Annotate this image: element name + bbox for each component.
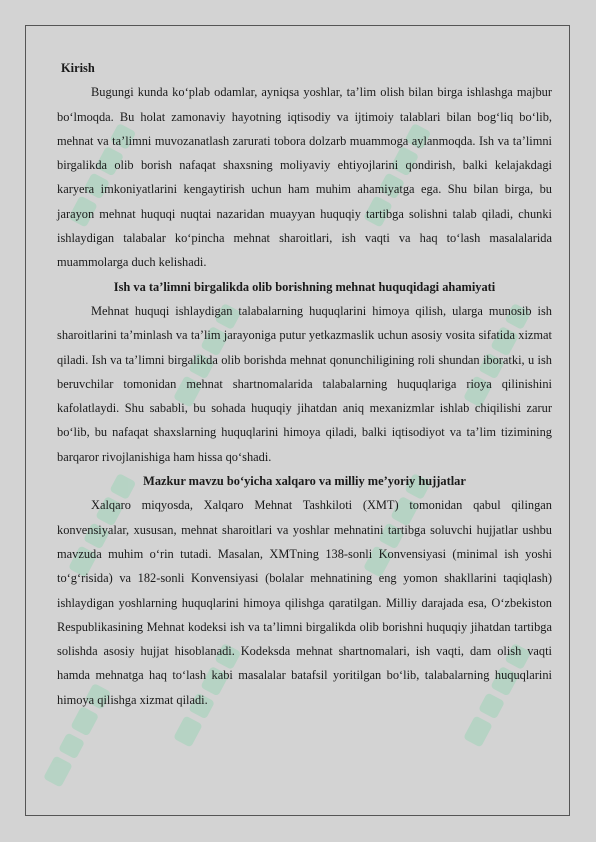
intro-heading: Kirish [61,61,95,75]
importance-paragraph: Mehnat huquqi ishlaydigan talabalarning huquqlarini himoya qilish, ularga munosib ish sharoitlarini ta’minlash va ta’lim jarayoniga putur yetkazmaslik uchun asosiy vosita sifatida xizmat qiladi. Ish va ta’limni birgalikda olib borishda mehnat qonunchiligining roli shundan iboratki, u ish beruvchilar tomonidan mehnat shartnomalarida talabalarning huquqlariga rioya qilinishini kafolatlaydi. Shu sababli, bu sohada huquqiy jihatdan aniq mexanizmlar ishlab chiqilishi zarur bo‘lib, bu nafaqat shaxslarning huquqlarini himoya qiladi, balki iqtisodiyot va ta’lim tizimining barqaror rivojlanishiga ham hissa qo‘shadi. [57,303,552,464]
section-heading-importance: Ish va ta’limni birgalikda olib borishning mehnat huquqidagi ahamiyati [113,279,496,294]
regulations-paragraph: Xalqaro miqyosda, Xalqaro Mehnat Tashkiloti (XMT) tomonidan qabul qilingan konvensiyalar, xususan, mehnat sharoitlari va yoshlar mehnatini tartibga soluvchi hujjatlar ushbu mavzuda muhim o‘rin tutadi. Masalan, XMTning 138-sonli Konvensiyasi (minimal ish yoshi to‘g‘risida) va 182-sonli Konvensiyasi (bolalar mehnatining eng yomon shakllarini taqiqlash) ishlaydigan yoshlarning huquqlarini himoya qilishga qaratilgan. Milliy darajada esa, O‘zbekiston Respublikasining Mehnat kodeksi ish va ta’limni birgalikda olib borishni huquqiy jihatdan tartibga solishda asosiy hujjat hisoblanadi. Kodeksda mehnat shartnomalari, ish vaqti, dam olish vaqti hamda mehnatga haq to‘lash kabi masalalar batafsil yoritilgan bo‘lib, talabalarning huquqlarini himoya qilishga xizmat qiladi. [57,498,552,707]
document-body [57,56,552,712]
section-heading-regulations: Mazkur mavzu bo‘yicha xalqaro va milliy me’yoriy hujjatlar [143,474,466,489]
intro-paragraph: Bugungi kunda ko‘plab odamlar, ayniqsa yoshlar, ta’lim olish bilan birga ishlashga majbur bo‘lmoqda. Bu holat zamonaviy hayotning iqtisodiy va ijtimoiy talablari bilan bog‘liq bo‘lib, mehnat va ta’limni muvozanatlash zarurati tobora dolzarb muammoga aylanmoqda. Ish va ta’limni birgalikda olib borish nafaqat shaxsning moliyaviy ehtiyojlarini qondirish, balki kelajakdagi karyera imkoniyatlarini kengaytirish uchun ham muhim ahamiyatga ega. Shu bilan birga, bu jarayon mehnat huquqi nuqtai nazaridan muayyan huquqiy tartibga solishni talab qiladi, chunki ishlaydigan talabalar ko‘pincha mehnat sharoitlari, ish vaqti va haq to‘lash masalalarida muammolarga duch kelishadi. [57,85,552,270]
